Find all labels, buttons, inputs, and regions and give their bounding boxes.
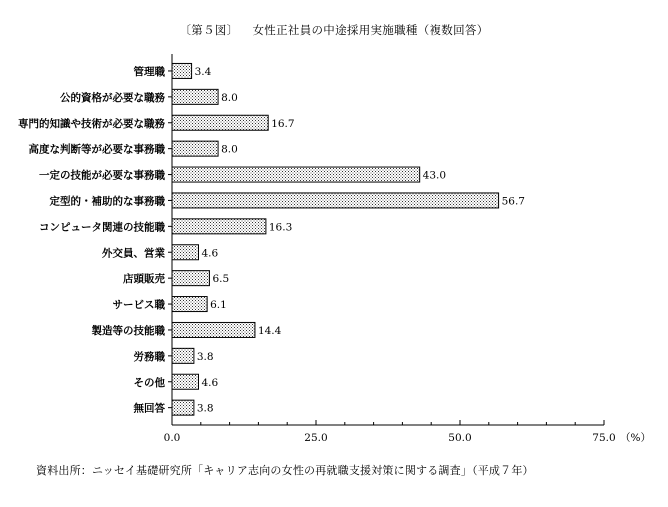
bar — [172, 141, 218, 156]
category-label: コンピュータ関連の技能職 — [39, 221, 165, 234]
value-label: 8.0 — [221, 91, 238, 104]
bar — [172, 115, 268, 130]
value-label: 56.7 — [501, 195, 525, 208]
source-note: 資料出所：ニッセイ基礎研究所「キャリア志向の女性の再就職支援対策に関する調査」（平成７年） — [36, 464, 534, 477]
bar — [172, 297, 207, 312]
value-label: 4.6 — [201, 247, 219, 260]
category-label: 店頭販売 — [123, 273, 165, 286]
value-label: 14.4 — [257, 324, 282, 337]
value-label: 3.4 — [194, 65, 212, 78]
category-label: 定型的・補助的な事務職 — [49, 195, 165, 208]
bar — [172, 374, 198, 389]
bar — [172, 219, 266, 234]
category-label: 外交員、営業 — [102, 247, 165, 260]
value-label: 6.1 — [210, 299, 227, 312]
category-label: 高度な判断等が必要な事務職 — [28, 143, 165, 156]
bar — [172, 271, 209, 286]
value-label: 16.3 — [268, 221, 293, 234]
value-label: 8.0 — [221, 143, 238, 156]
value-label: 3.8 — [196, 350, 214, 363]
category-label: 一定の技能が必要な事務職 — [39, 169, 165, 182]
value-label: 3.8 — [196, 402, 214, 415]
bar — [172, 322, 255, 337]
bar — [172, 400, 194, 415]
bar — [172, 167, 420, 182]
value-label: 6.5 — [212, 273, 230, 286]
value-label: 43.0 — [422, 169, 447, 182]
category-label: その他 — [133, 376, 165, 389]
x-tick-label: 75.0 — [592, 432, 616, 444]
figure-number: 〔第５図〕 — [179, 23, 239, 37]
category-label: 専門的知識や技術が必要な職務 — [18, 117, 165, 130]
category-label: 労務職 — [133, 350, 165, 363]
category-label: 管理職 — [133, 65, 165, 78]
category-label: 公的資格が必要な職務 — [60, 91, 165, 104]
bar — [172, 193, 499, 208]
plot-area — [18, 54, 651, 444]
bar — [172, 245, 198, 260]
value-label: 16.7 — [271, 117, 295, 130]
category-label: 製造等の技能職 — [91, 324, 165, 337]
figure-title: 女性正社員の中途採用実施職種（複数回答） — [252, 23, 489, 37]
value-label: 4.6 — [201, 376, 219, 389]
x-tick-label: 50.0 — [448, 432, 472, 444]
category-label: 無回答 — [133, 402, 165, 415]
bar — [172, 63, 192, 78]
category-label: サービス職 — [112, 299, 165, 312]
x-unit-label: （%） — [620, 432, 651, 444]
bar — [172, 89, 218, 104]
x-tick-label: 25.0 — [304, 432, 328, 444]
x-tick-label: 0.0 — [163, 432, 181, 444]
bar — [172, 348, 194, 363]
